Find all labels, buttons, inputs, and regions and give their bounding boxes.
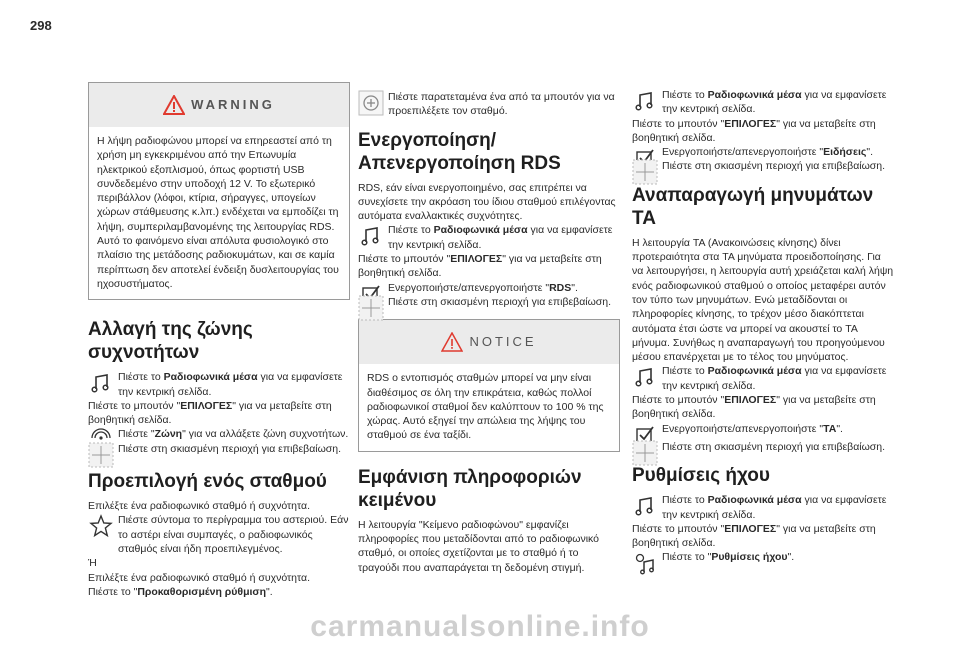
rds-step-toggle (358, 281, 620, 295)
ta-step-media (632, 364, 894, 393)
rds-step3-pre: Ενεργοποιήστε/απενεργοποιήστε " (388, 281, 550, 294)
sound-step-settings (632, 550, 894, 564)
zone-step3-bold: Ζώνη (154, 428, 183, 441)
news-s2-bold: ΕΠΙΛΟΓΕΣ (724, 117, 777, 130)
rds-step3-bold: RDS (549, 281, 572, 294)
warning-header (89, 83, 349, 127)
news-s3-post: ". (866, 146, 873, 159)
col2-top-text: Πιέστε παρατεταμένα ένα από τα μπουτόν για να προεπιλέξετε τον σταθμό. (388, 91, 615, 118)
music-note-icon (358, 223, 384, 249)
snd-s3-bold: Ρυθμίσεις ήχου (711, 551, 788, 564)
preset-or: Ή (88, 557, 97, 570)
ta-body: Η λειτουργία TA (Ανακοινώσεις κίνησης) δίνει προτεραιότητα στα TA μηνύματα προειδοποίησης. Για να λειτουργήσει, η λειτουργία αυτή χρειάζεται καλή λήψη ενός ραδιοφωνικού σταθμού ο οποίος μεταφέρει αυτόν τον τύπο των μηνυμάτων. Ενώ μεταδίδονται οι πληροφορίες κίνησης, το τρέχον μέσο διακόπτεται αυτόματα έτσι ώστε να μπορεί να ακουστεί το TA μήνυμα. Συνήθως η αναπαραγωγή του προηγούμενου μέσου επανέρχεται με το τέλος του μηνύματος. (632, 236, 894, 364)
add-button-icon (358, 90, 384, 116)
news-s2-pre: Πιέστε το μπουτόν " (632, 117, 725, 130)
preset-p1: Επιλέξτε ένα ραδιοφωνικό σταθμό ή συχνότητα. (88, 500, 311, 513)
rds-step1-bold: Ραδιοφωνικά μέσα (433, 224, 528, 237)
text-info-heading-line2: κειμένου (358, 489, 437, 511)
ta-s4: Πιέστε στη σκιασμένη περιοχή για επιβεβαίωση. (662, 440, 886, 453)
news-step-confirm (632, 159, 894, 173)
rds-heading-line2: Απενεργοποίηση RDS (358, 152, 561, 174)
news-s3-pre: Ενεργοποιήστε/απενεργοποιήστε " (662, 146, 824, 159)
sound-settings-heading: Ρυθμίσεις ήχου (632, 465, 770, 487)
sound-step-media (632, 493, 894, 522)
shaded-area-icon (358, 295, 384, 321)
ta-s3-pre: Ενεργοποιήστε/απενεργοποιήστε " (662, 422, 824, 435)
watermark: carmanualsonline.info (310, 610, 650, 643)
preset-press-row (358, 90, 620, 119)
zone-step3-post: " για να αλλάξετε ζώνη συχνοτήτων. (182, 428, 349, 441)
zone-step2-post: " για να μεταβείτε στη βοηθητική σελίδα. (88, 399, 332, 427)
rds-step1-pre: Πιέστε το (388, 224, 434, 237)
shaded-area-icon (632, 159, 658, 185)
zone-step-media (88, 370, 350, 399)
ta-step-toggle (632, 422, 894, 436)
zone-step1-pre: Πιέστε το (118, 371, 164, 384)
preset-star-row (88, 513, 350, 556)
text-info-heading-line1: Εμφάνιση πληροφοριών (358, 466, 582, 488)
ta-heading: Αναπαραγωγή μηνυμάτων TA (632, 184, 874, 229)
column-3 (632, 70, 894, 565)
snd-s3-post: ". (787, 551, 795, 564)
shaded-area-icon (632, 440, 658, 466)
page-number: 298 (30, 18, 52, 33)
snd-s2-post: " για να μεταβείτε στη βοηθητική σελίδα. (632, 522, 876, 550)
ta-s1-post: για να εμφανίσετε την κεντρική σελίδα. (662, 365, 887, 392)
ta-step-confirm (632, 440, 894, 454)
zone-step3-pre: Πιέστε " (118, 428, 155, 441)
shaded-area-icon (88, 442, 114, 468)
snd-s2-bold: ΕΠΙΛΟΓΕΣ (724, 522, 777, 535)
text-info-body: Η λειτουργία "Κείμενο ραδιοφώνου" εμφανίζει πληροφορίες που μεταδίδονται από το ραδιοφωνικό σταθμό, οι οποίες σχετίζονται με το σταθμό ή το τραγούδι που αναπαράγεται τη δεδομένη στιγμή. (358, 518, 600, 574)
warning-text: Η λήψη ραδιοφώνου μπορεί να επηρεαστεί από τη χρήση μη εγκεκριμένου από την Επωνυμία ηλεκτρικού εξοπλισμού, όπως φορτιστή USB συνδεδεμένο στην υποδοχή 12 V. Το εξωτερικό περιβάλλον (λόφοι, κτίρια, σήραγγες, υπογείων χώρων στάθμευσης κ.λπ.) ενδέχεται να εμποδίζει τη λήψη, συμπεριλαμβανομένης της λειτουργίας RDS. Αυτό το φαινόμενο είναι απόλυτα φυσιολογικό στο πλαίσιο της μετάδοσης ραδιοκυμάτων, και σε καμία περίπτωση δεν αποτελεί ένδειξη δυσλειτουργίας του ηχοσυστήματος. (97, 135, 339, 290)
music-note-icon (632, 364, 658, 390)
rds-step2-post: " για να μεταβείτε στη βοηθητική σελίδα. (358, 253, 602, 280)
warning-title: WARNING (191, 96, 275, 112)
preset-p3: Επιλέξτε ένα ραδιοφωνικό σταθμό ή συχνότητα. (88, 571, 311, 584)
rds-intro: RDS, εάν είναι ενεργοποιημένο, σας επιτρέπει να συνεχίσετε την ακρόαση του ίδιου σταθμού επιλέγοντας αυτόματα εναλλακτικές συχνότητες. (358, 181, 616, 223)
rds-step2-bold: ΕΠΙΛΟΓΕΣ (450, 253, 503, 266)
ta-s2-bold: ΕΠΙΛΟΓΕΣ (724, 394, 777, 407)
column-2 (358, 70, 620, 575)
preset-p4-pre: Πιέστε το " (88, 585, 138, 598)
rds-step-confirm (358, 295, 620, 309)
zone-heading: Αλλαγή της ζώνης συχνοτήτων (88, 319, 253, 364)
warning-triangle-icon (163, 95, 185, 115)
news-s1-pre: Πιέστε το (662, 89, 708, 101)
snd-s1-post: για να εμφανίσετε την κεντρική σελίδα. (662, 494, 887, 521)
news-s1-bold: Ραδιοφωνικά μέσα (707, 89, 802, 101)
notice-triangle-icon (441, 332, 463, 352)
news-step-toggle (632, 145, 894, 159)
zone-step2-pre: Πιέστε το μπουτόν " (88, 399, 181, 412)
snd-s3-pre: Πιέστε το " (662, 551, 712, 564)
rds-step4: Πιέστε στη σκιασμένη περιοχή για επιβεβαίωση. (388, 295, 612, 308)
zone-step-confirm (88, 442, 350, 456)
zone-step4: Πιέστε στη σκιασμένη περιοχή για επιβεβαίωση. (118, 442, 342, 455)
news-s3-bold: Ειδήσεις (823, 146, 867, 159)
notice-title: NOTICE (469, 334, 537, 350)
news-step-media (632, 88, 894, 117)
ta-s1-bold: Ραδιοφωνικά μέσα (707, 365, 802, 378)
rds-step2-pre: Πιέστε το μπουτόν " (358, 253, 451, 266)
snd-s2-pre: Πιέστε το μπουτόν " (632, 522, 725, 535)
ta-s2-post: " για να μεταβείτε στη βοηθητική σελίδα. (632, 394, 876, 421)
snd-s1-bold: Ραδιοφωνικά μέσα (707, 494, 802, 507)
news-s2-post: " για να μεταβείτε στη βοηθητική σελίδα. (632, 117, 876, 144)
rds-step3-post: ". (571, 281, 578, 294)
column-1 (88, 70, 350, 599)
news-s1-post: για να εμφανίσετε την κεντρική σελίδα. (662, 89, 887, 116)
rds-step-media (358, 223, 620, 252)
zone-step-band (88, 427, 350, 441)
snd-s1-pre: Πιέστε το (662, 494, 708, 507)
preset-heading: Προεπιλογή ενός σταθμού (88, 471, 327, 493)
ta-s3-post: ". (836, 422, 843, 435)
music-note-icon (632, 493, 658, 519)
notice-box (358, 319, 620, 451)
zone-step2-bold: ΕΠΙΛΟΓΕΣ (180, 399, 233, 412)
sound-settings-icon (632, 550, 658, 576)
star-outline-icon (88, 513, 114, 539)
ta-s1-pre: Πιέστε το (662, 365, 708, 378)
preset-p4-bold: Προκαθορισμένη ρύθμιση (137, 585, 267, 598)
notice-text: RDS ο εντοπισμός σταθμών μπορεί να μην είναι διαθέσιμος σε όλη την επικράτεια, καθώς πολλοί ραδιοφωνικοί σταθμοί δεν καλύπτουν το 100 % της χώρας. Αυτό εξηγεί την απώλεια της λήψης του σταθμού σε ένα ταξίδι. (367, 372, 604, 442)
preset-p4-post: ". (266, 585, 273, 598)
zone-step1-post: για να εμφανίσετε την κεντρική σελίδα. (118, 371, 343, 398)
zone-step1-bold: Ραδιοφωνικά μέσα (163, 371, 258, 384)
ta-s2-pre: Πιέστε το μπουτόν " (632, 394, 725, 407)
warning-box (88, 82, 350, 300)
rds-heading-line1: Ενεργοποίηση/ (358, 129, 497, 151)
preset-p2: Πιέστε σύντομα το περίγραμμα του αστεριού. Εάν το αστέρι είναι συμπαγές, ο ραδιοφωνικός σταθμός είναι ήδη προεπιλεγμένος. (118, 514, 349, 555)
ta-s3-bold: TA (823, 422, 837, 435)
news-s4: Πιέστε στη σκιασμένη περιοχή για επιβεβαίωση. (662, 160, 886, 173)
notice-header (359, 320, 619, 364)
music-note-icon (632, 88, 658, 114)
music-note-icon (88, 370, 114, 396)
rds-step1-post: για να εμφανίσετε την κεντρική σελίδα. (388, 224, 613, 251)
